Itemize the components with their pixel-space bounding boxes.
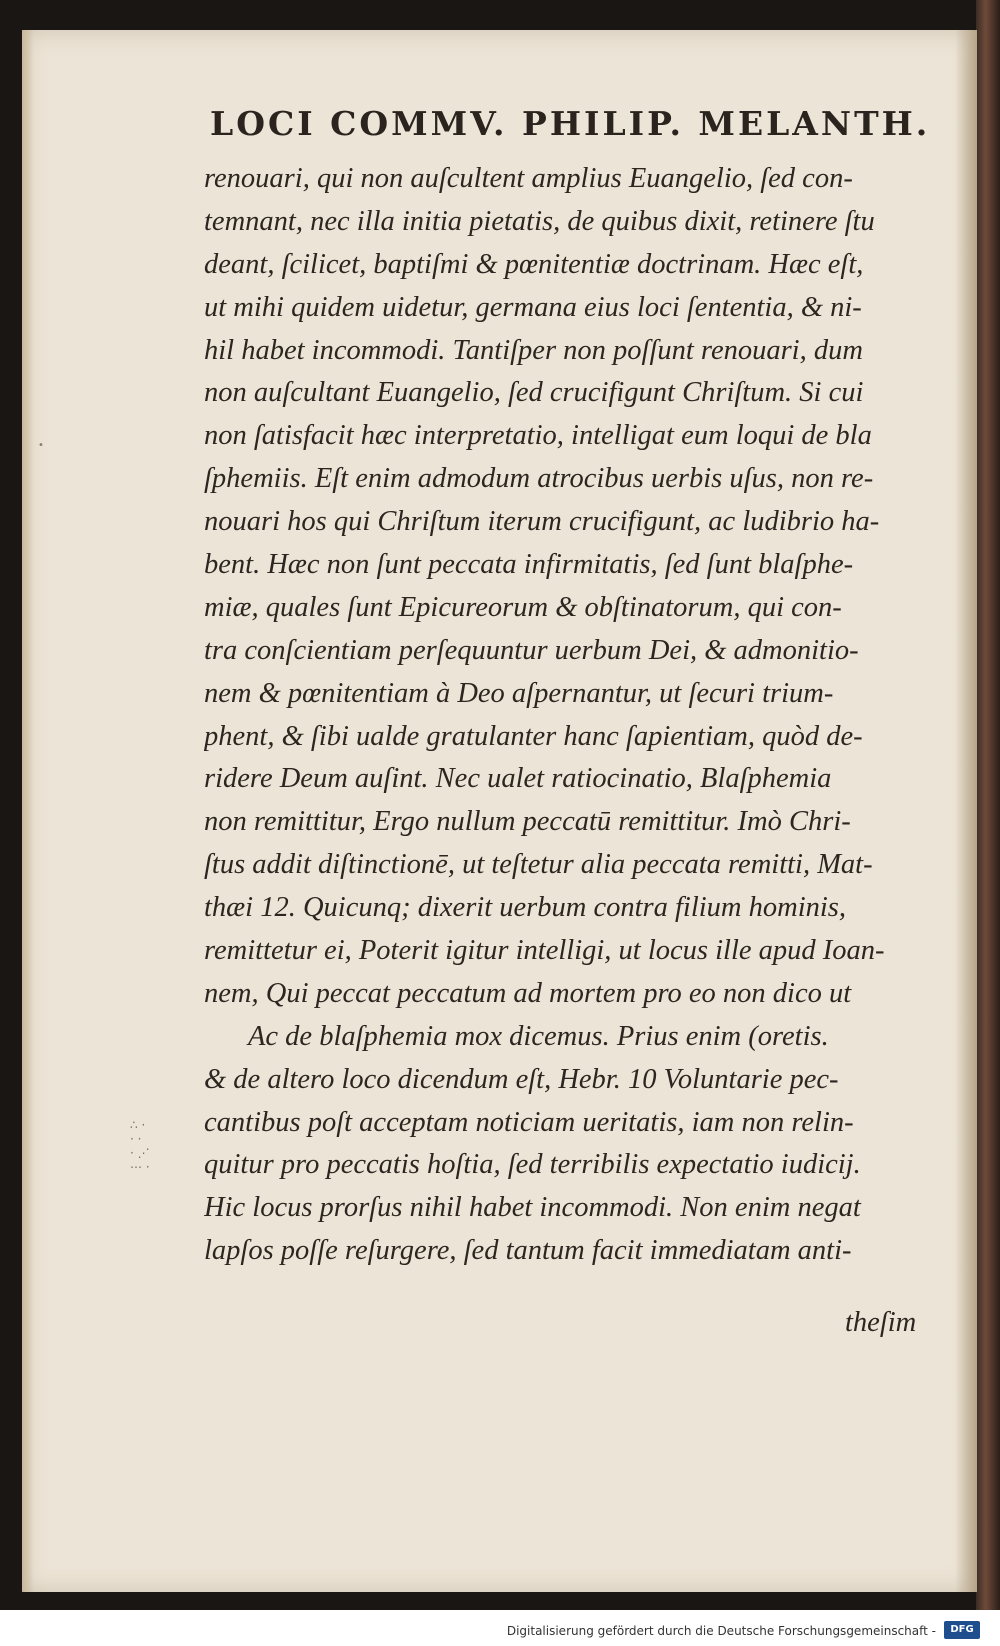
dfg-logo: DFG [944,1621,980,1639]
margin-mark: • [38,440,44,451]
text-line: renouari, qui non auſcultent amplius Euangelio, ſed con- [204,163,853,194]
book-spine [976,0,1000,1610]
text-line: ſtus addit diſtinctionē, ut teſtetur alia peccata remitti, Mat- [204,849,873,881]
text-line: deant, ſcilicet, baptiſmi & pœnitentiæ doctrinam. Hæc eſt, [204,248,864,280]
running-head: LOCI COMMV. PHILIP. MELANTH. [210,104,931,143]
text-line: Hic locus prorſus nihil habet incommodi. Non enim negat [204,1192,861,1224]
digitization-credit: Digitalisierung gefördert durch die Deutsche Forschungsgemeinschaft - [506,1624,936,1638]
text-line: ut mihi quidem uidetur, germana eius loci ſententia, & ni- [204,291,862,323]
text-line: Ac de blaſphemia mox dicemus. Prius enim (oretis. [248,1020,829,1052]
text-line: nouari hos qui Chriſtum iterum crucifigunt, ac ludibrio ha- [204,506,880,538]
text-line: cantibus poſt acceptam noticiam ueritatis, iam non relin- [204,1106,854,1138]
text-line: quitur pro peccatis hoſtia, ſed terribilis expectatio iudicij. [204,1149,861,1181]
text-line: remittetur ei, Poterit igitur intelligi, ut locus ille apud Ioan- [204,935,885,967]
text-line: ſphemiis. Eſt enim admodum atrocibus uerbis uſus, non re- [204,463,874,495]
text-line: phent, & ſibi ualde gratulanter hanc ſapientiam, quòd de- [204,720,863,752]
text-line: hil habet incommodi. Tantiſper non poſſunt renouari, dum [204,334,863,366]
body-text [204,158,942,1273]
text-line: thæi 12. Quicunq; dixerit uerbum contra filium hominis, [204,892,847,924]
text-line: tra conſcientiam perſequuntur uerbum Dei, & admonitio- [204,634,859,666]
text-line: non ſatisfacit hæc interpretatio, intelligat eum loqui de bla [204,420,872,452]
text-line: miæ, quales ſunt Epicureorum & obſtinatorum, qui con- [204,591,842,623]
page-shadow-right [955,30,977,1592]
text-line: nem & pœnitentiam à Deo aſpernantur, ut ſecuri trium- [204,677,834,709]
text-line: non remittitur, Ergo nullum peccatū remittitur. Imò Chri- [204,806,851,838]
text-line: ridere Deum auſint. Nec ualet ratiocinatio, Blaſphemia [204,763,832,795]
catchword: theſim [845,1307,917,1338]
text-line: lapſos poſſe reſurgere, ſed tantum facit immediatam anti- [204,1235,852,1267]
text-line: bent. Hæc non ſunt peccata infirmitatis, ſed ſunt blaſphe- [204,549,854,581]
page-shadow-left [22,30,34,1592]
text-line: non auſcultant Euangelio, ſed crucifigunt Chriſtum. Si cui [204,377,864,409]
text-line: nem, Qui peccat peccatum ad mortem pro eo non dico ut [204,977,852,1009]
text-line: temnant, nec illa initia pietatis, de quibus dixit, retinere ſtu [204,205,875,237]
text-line: & de altero loco dicendum eſt, Hebr. 10 Voluntarie pec- [204,1063,839,1095]
margin-annotation-traces: ∴ · · · · ⋰ ⋯ · [130,1118,150,1174]
